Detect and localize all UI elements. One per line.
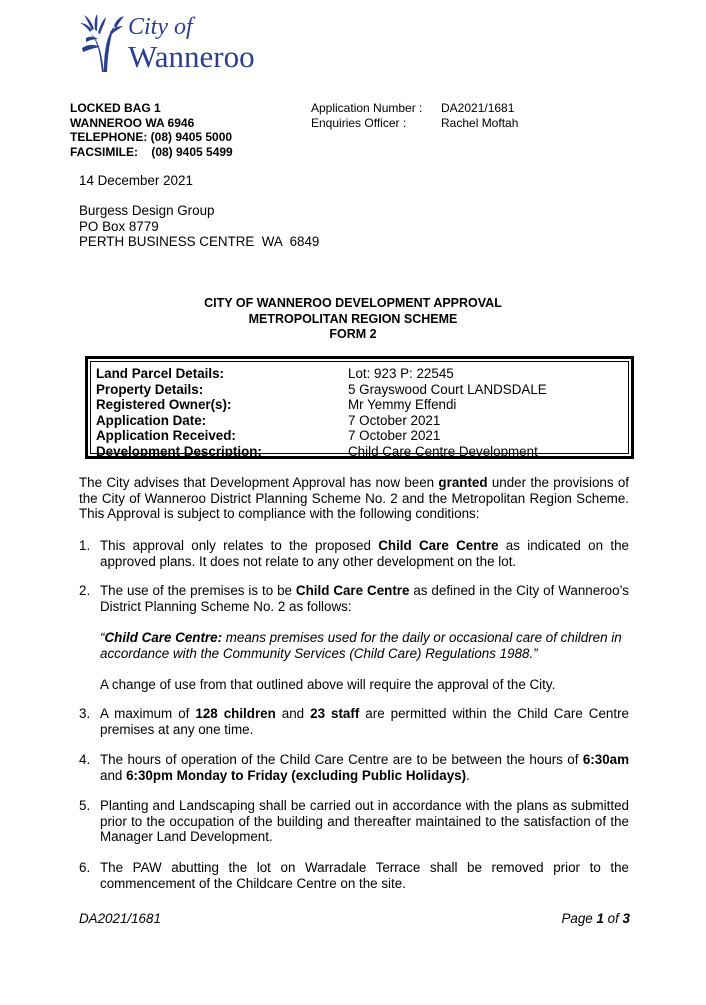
footer-reference: DA2021/1681 bbox=[79, 911, 161, 926]
condition-number: 1. bbox=[79, 538, 91, 553]
condition-2 bbox=[100, 583, 629, 614]
details-label: Application Date: bbox=[96, 412, 207, 428]
details-label: Application Received: bbox=[96, 428, 236, 443]
details-row bbox=[96, 444, 624, 460]
address-line: TELEPHONE: (08) 9405 5000 bbox=[70, 130, 233, 145]
condition-number: 5. bbox=[79, 798, 91, 813]
condition-text: as defined in the City of Wanneroo’s District Planning Scheme No. 2 as follows: bbox=[100, 583, 629, 614]
definition-term: Child Care Centre: bbox=[104, 630, 223, 645]
address-line: LOCKED BAG 1 bbox=[70, 101, 161, 115]
condition-bold: Child Care Centre bbox=[378, 538, 499, 553]
intro-bold: granted bbox=[438, 475, 488, 490]
details-value: Child Care Centre Development bbox=[348, 443, 538, 459]
letter-date: 14 December 2021 bbox=[79, 173, 193, 188]
condition-text: The use of the premises is to be bbox=[100, 583, 296, 598]
details-value: Lot: 923 P: 22545 bbox=[348, 366, 454, 381]
condition-text: as indicated on the approved plans. It does not relate to any other development on the lot. bbox=[100, 538, 629, 569]
condition-bold: 6:30pm Monday to Friday (excluding Public Holidays) bbox=[126, 767, 467, 783]
condition-bold: 23 staff bbox=[310, 706, 360, 721]
intro-text: The City advises that Development Approval has now been bbox=[79, 475, 439, 490]
heading-line: METROPOLITAN REGION SCHEME bbox=[248, 311, 458, 326]
details-label: Property Details: bbox=[96, 381, 204, 397]
details-value: Mr Yemmy Effendi bbox=[348, 397, 457, 412]
details-value: 7 October 2021 bbox=[348, 428, 441, 443]
details-row bbox=[96, 366, 624, 382]
page-number bbox=[480, 911, 630, 926]
condition-text: A maximum of bbox=[100, 706, 196, 721]
details-row bbox=[96, 397, 624, 413]
condition-number: 3. bbox=[79, 706, 91, 721]
recipient-line: PO Box 8779 bbox=[79, 218, 159, 234]
page-of: of bbox=[603, 911, 623, 926]
quote-mark: “ bbox=[100, 630, 105, 645]
condition-bold: 128 children bbox=[195, 706, 276, 721]
recipient-line: PERTH BUSINESS CENTRE WA 6849 bbox=[79, 234, 320, 249]
heading-line: FORM 2 bbox=[329, 327, 377, 341]
enquiries-officer-label: Enquiries Officer : bbox=[311, 115, 407, 130]
condition-6: The PAW abutting the lot on Warradale Terrace shall be removed prior to the commencement of the Childcare Centre on the site. bbox=[100, 860, 629, 891]
address-line: WANNEROO WA 6946 bbox=[70, 115, 195, 130]
details-value: 7 October 2021 bbox=[348, 412, 441, 428]
condition-text: This approval only relates to the proposed bbox=[100, 538, 379, 553]
application-values bbox=[441, 101, 518, 130]
condition-text: . bbox=[466, 767, 470, 783]
condition-text: are permitted within the Child Care Centre premises at any one time. bbox=[100, 706, 629, 737]
address-line: FACSIMILE: (08) 9405 5499 bbox=[70, 144, 233, 159]
application-number-value: DA2021/1681 bbox=[441, 101, 515, 115]
council-address bbox=[70, 101, 233, 159]
document-heading bbox=[0, 296, 706, 343]
details-value: 5 Grayswood Court LANDSDALE bbox=[348, 381, 547, 397]
condition-4 bbox=[100, 752, 629, 783]
condition-text: and bbox=[275, 706, 311, 721]
details-label: Development Description: bbox=[96, 443, 262, 459]
definition-text: means premises used for the daily or occasional care of children in accordance with the Community Services (Child Care) Regulations 1988.” bbox=[100, 630, 622, 661]
heading-line: CITY OF WANNEROO DEVELOPMENT APPROVAL bbox=[204, 296, 502, 310]
condition-number: 4. bbox=[79, 752, 91, 767]
condition-5: Planting and Landscaping shall be carried out in accordance with the plans as submitted prior to the occupation of the building and thereafter maintained to the satisfaction of the Manager Land Development. bbox=[100, 798, 629, 844]
application-labels bbox=[311, 101, 422, 130]
condition-bold: Child Care Centre bbox=[295, 583, 410, 598]
condition-text: and bbox=[100, 767, 127, 783]
enquiries-officer-value: Rachel Moftah bbox=[441, 115, 519, 130]
child-care-centre-definition bbox=[100, 630, 629, 661]
details-row bbox=[96, 413, 624, 429]
application-details-box bbox=[85, 356, 634, 459]
condition-bold: 6:30am bbox=[582, 752, 629, 767]
page-label: Page bbox=[561, 911, 597, 926]
recipient-line: Burgess Design Group bbox=[79, 203, 215, 218]
change-of-use-note: A change of use from that outlined above will require the approval of the City. bbox=[100, 677, 556, 692]
page-total: 3 bbox=[622, 911, 630, 926]
logo-line-wanneroo: Wanneroo bbox=[128, 39, 255, 74]
logo-line-city-of: City of bbox=[128, 14, 193, 40]
condition-text: The hours of operation of the Child Care Centre are to be between the hours of bbox=[100, 752, 583, 767]
page-current: 1 bbox=[596, 911, 604, 926]
details-row bbox=[96, 428, 624, 444]
application-number-label: Application Number : bbox=[311, 101, 423, 115]
condition-3 bbox=[100, 706, 629, 737]
intro-text: under the provisions of the City of Wanneroo District Planning Scheme No. 2 and the Metropolitan Region Scheme. This Approval is subject to compliance with the following conditions: bbox=[79, 475, 629, 521]
details-label: Land Parcel Details: bbox=[96, 366, 225, 381]
intro-paragraph bbox=[79, 475, 629, 522]
condition-1 bbox=[100, 538, 629, 569]
details-label: Registered Owner(s): bbox=[96, 397, 232, 412]
recipient-address bbox=[79, 203, 319, 250]
condition-number: 6. bbox=[79, 860, 91, 875]
city-of-wanneroo-logo-icon bbox=[80, 14, 126, 74]
details-row bbox=[96, 382, 624, 398]
condition-number: 2. bbox=[79, 583, 91, 598]
